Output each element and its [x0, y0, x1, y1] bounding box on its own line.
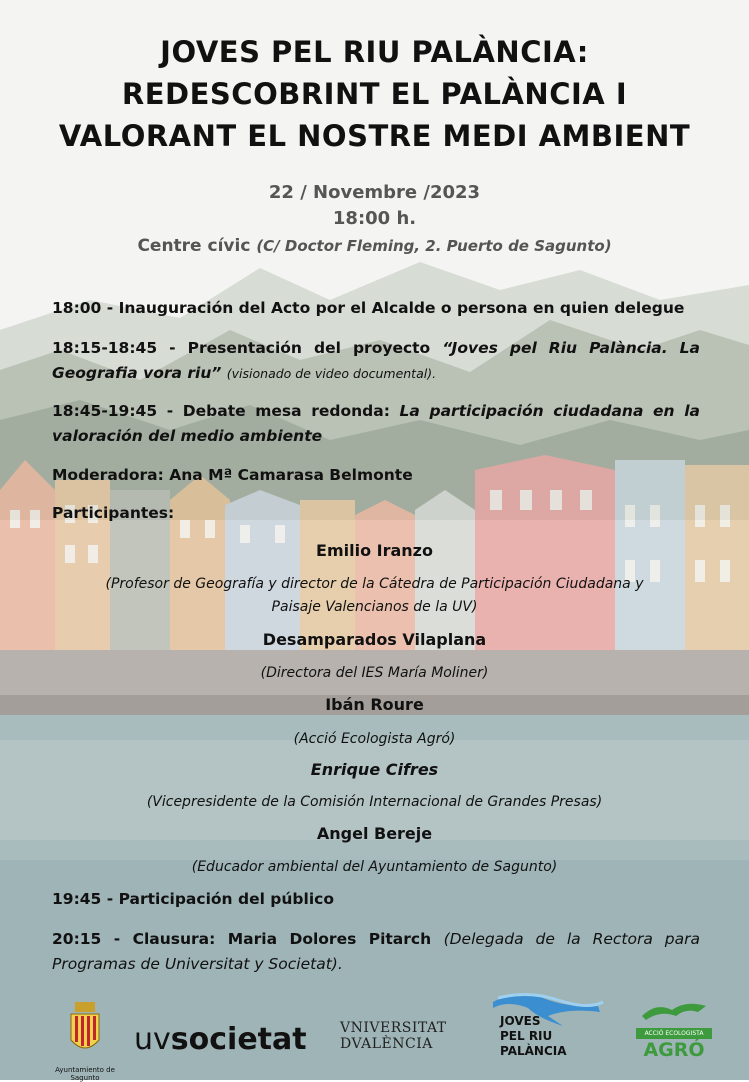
participant-role: (Vicepresidente de la Comisión Internacional de Grandes Presas): [146, 794, 603, 810]
program-item-participacion: 19:45 - Participación del público: [52, 890, 334, 908]
participant-name: Emilio Iranzo: [316, 541, 433, 560]
clausura-role-a: (Delegada de la Rectora para: [443, 930, 701, 948]
participant-name: Ibán Roure: [325, 695, 424, 714]
agro-logo: [636, 996, 712, 1068]
participant-role: (Directora del IES María Moliner): [260, 665, 489, 681]
agro-bird-icon: [636, 996, 712, 1024]
joves-line-1: JOVES: [500, 1014, 541, 1028]
moderator: Moderadora: Ana Mª Camarasa Belmonte: [52, 466, 413, 484]
participant-role: Paisaje Valencianos de la UV): [271, 599, 478, 615]
participant-name: Angel Bereje: [316, 824, 433, 843]
event-date: 22 / Novembre /2023: [268, 182, 481, 203]
joves-line-3: PALÀNCIA: [500, 1044, 567, 1058]
program-item-presentacion-cont: [52, 361, 700, 386]
ayuntamiento-crest-icon: [65, 1000, 105, 1060]
agro-small-label: ACCIÓ ECOLOGISTA: [636, 1028, 712, 1039]
debate-title-b: valoración del medio ambiente: [52, 427, 323, 445]
presentacion-title-b: Geografia vora riu”: [52, 364, 222, 382]
venue-label: Centre cívic: [137, 236, 251, 256]
event-time: 18:00 h.: [332, 208, 417, 229]
ayuntamiento-logo: [40, 1000, 130, 1082]
participant-role: (Educador ambiental del Ayuntamiento de Sagunto): [191, 859, 558, 875]
uv-societat-logo: [134, 1020, 307, 1060]
participant-role: (Acció Ecologista Agró): [293, 731, 456, 747]
joves-riu-palancia-logo: [488, 988, 608, 1068]
uv-prefix: uv: [134, 1022, 171, 1057]
debate-title-a: La participación ciudadana en la: [399, 402, 700, 420]
ayuntamiento-label: Ayuntamiento de Sagunto: [55, 1066, 115, 1082]
program-item-debate: [52, 399, 700, 423]
presentacion-time: 18:15-18:45 - Presentación del proyecto: [52, 339, 431, 357]
program-item-inauguracion: 18:00 - Inauguración del Acto por el Alcalde o persona en quien delegue: [52, 299, 685, 317]
title-line-2: REDESCOBRINT EL PALÀNCIA I: [121, 77, 628, 111]
participant-role: (Profesor de Geografía y director de la Cátedra de Participación Ciudadana y: [105, 576, 644, 592]
universitat-valencia-logo: [340, 1020, 450, 1052]
agro-big-label: AGRÓ: [643, 1039, 705, 1061]
universitat-line-2: DVALÈNCIA: [340, 1036, 433, 1052]
universitat-line-1: VNIVERSITAT: [340, 1020, 447, 1036]
clausura-role-b: Programas de Universitat y Societat).: [52, 955, 343, 973]
presentacion-note: (visionado de video documental).: [226, 366, 437, 381]
debate-time: 18:45-19:45 - Debate mesa redonda:: [52, 402, 390, 420]
title-line-1: JOVES PEL RIU PALÀNCIA:: [160, 35, 589, 69]
program-item-clausura: [52, 927, 700, 951]
presentacion-title-a: “Joves pel Riu Palància. La: [442, 339, 700, 357]
joves-line-2: PEL RIU: [500, 1029, 553, 1043]
participant-name: Desamparados Vilaplana: [262, 630, 487, 649]
participants-label: Participantes:: [52, 504, 175, 522]
clausura-title: 20:15 - Clausura: Maria Dolores Pitarch: [52, 930, 432, 948]
event-venue: [0, 236, 749, 256]
participant-name: Enrique Cifres: [310, 760, 439, 779]
uv-societat-word: societat: [170, 1022, 307, 1057]
venue-address: (C/ Doctor Fleming, 2. Puerto de Sagunto): [256, 237, 612, 255]
program-item-presentacion: [52, 336, 700, 360]
title-line-3: VALORANT EL NOSTRE MEDI AMBIENT: [58, 119, 691, 153]
